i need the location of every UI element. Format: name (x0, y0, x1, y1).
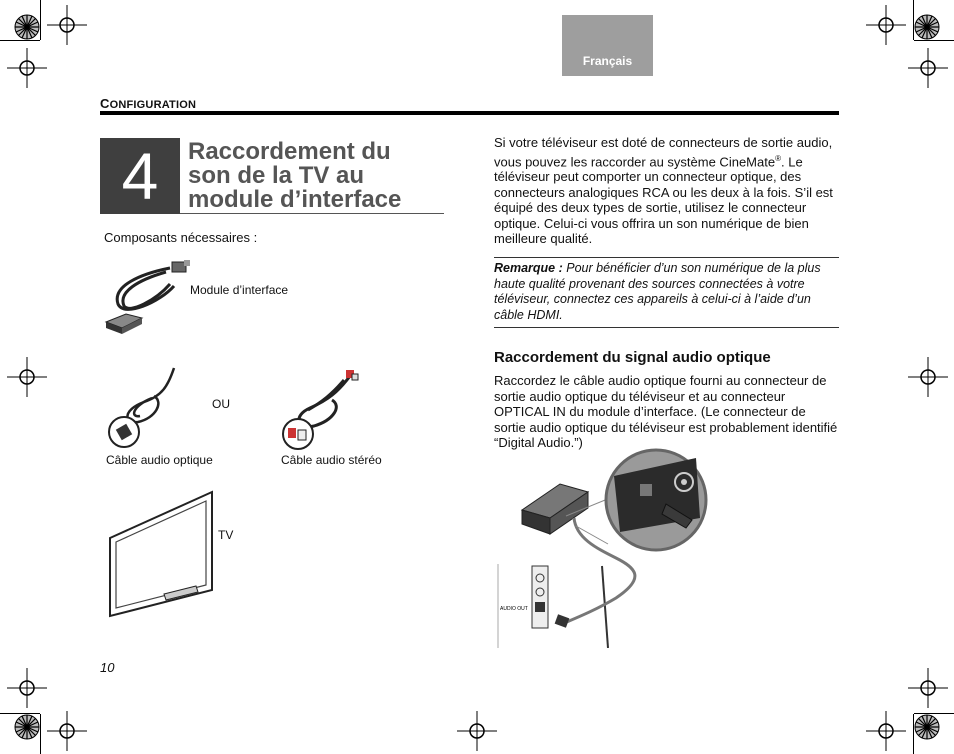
header-rule (100, 111, 839, 115)
crop-mark (40, 714, 41, 754)
optical-cable-illustration (104, 366, 184, 450)
step-title-rule (180, 213, 444, 214)
starburst-mark (914, 714, 940, 740)
language-tab-label: Français (582, 54, 633, 68)
crop-mark (914, 40, 954, 41)
registration-mark (908, 48, 948, 88)
step-title-line: son de la TV au (188, 162, 365, 189)
intro-paragraph (494, 135, 839, 247)
step-title-line: module d’interface (188, 186, 402, 213)
interface-module-illustration (100, 256, 195, 336)
registration-mark (47, 5, 87, 45)
optical-section-body: Raccordez le câble audio optique fourni au connecteur de sortie audio optique du téléviseur et au connecteur OPTICAL IN du module d’interface. (Le connecteur de sortie audio optique du téléviseur est probablement identifié “Digital Audio.”) (494, 373, 838, 450)
language-tab (562, 15, 653, 76)
optical-section-heading: Raccordement du signal audio optique (494, 349, 771, 366)
starburst-mark (914, 14, 940, 40)
components-heading: Composants nécessaires : (104, 230, 258, 245)
note-label: Remarque : (494, 261, 563, 275)
section-label-rest: ONFIGURATION (109, 99, 197, 111)
note-paragraph (494, 261, 839, 323)
step-title-line: Raccordement du (188, 138, 391, 165)
intro-text: . Le téléviseur peut comporter un connecteur optique, des connecteurs analogiques RCA ou les deux à la fois. S’il est équipé des deux types de sortie, utilisez le connecteur optique. Celui-ci vous offrira un son numérique de bien meilleure qualité. (494, 153, 833, 247)
audio-out-label: AUDIO OUT (500, 606, 528, 612)
starburst-mark (14, 714, 40, 740)
interface-module-label: Module d’interface (190, 283, 289, 297)
or-label: OU (212, 397, 230, 411)
registration-mark (7, 48, 47, 88)
step-title (188, 140, 448, 212)
registration-mark (866, 5, 906, 45)
optical-cable-label: Câble audio optique (106, 453, 213, 467)
registration-mark (47, 711, 87, 751)
page-number: 10 (100, 660, 115, 675)
section-label-initial: C (100, 96, 110, 111)
registration-mark (457, 711, 497, 751)
registration-mark (7, 357, 47, 397)
registration-mark (908, 668, 948, 708)
intro-text: Si votre téléviseur est doté de connecteurs de sortie audio, vous pouvez les raccorder au système CineMate (494, 135, 833, 169)
crop-mark (40, 0, 41, 40)
crop-mark (0, 40, 40, 41)
step-number: 4 (100, 138, 180, 214)
optical-connection-diagram (496, 448, 708, 648)
crop-mark (0, 713, 40, 714)
stereo-cable-illustration (278, 368, 362, 452)
registration-mark (908, 357, 948, 397)
starburst-mark (14, 14, 40, 40)
note-rule-top (494, 257, 839, 258)
note-rule-bottom (494, 327, 839, 328)
registration-mark (866, 711, 906, 751)
tv-label: TV (218, 528, 234, 542)
stereo-cable-label: Câble audio stéréo (281, 453, 382, 467)
crop-mark (913, 0, 914, 40)
note-text: Pour bénéficier d’un son numérique de la plus haute qualité provenant des sources connectées à votre téléviseur, connectez ces appareils à celui-ci à l’aide d’un câble HDMI. (494, 261, 821, 322)
section-label (100, 96, 196, 111)
tv-illustration (104, 490, 218, 620)
crop-mark (913, 714, 914, 754)
registered-mark: ® (775, 153, 781, 163)
registration-mark (7, 668, 47, 708)
crop-mark (914, 713, 954, 714)
